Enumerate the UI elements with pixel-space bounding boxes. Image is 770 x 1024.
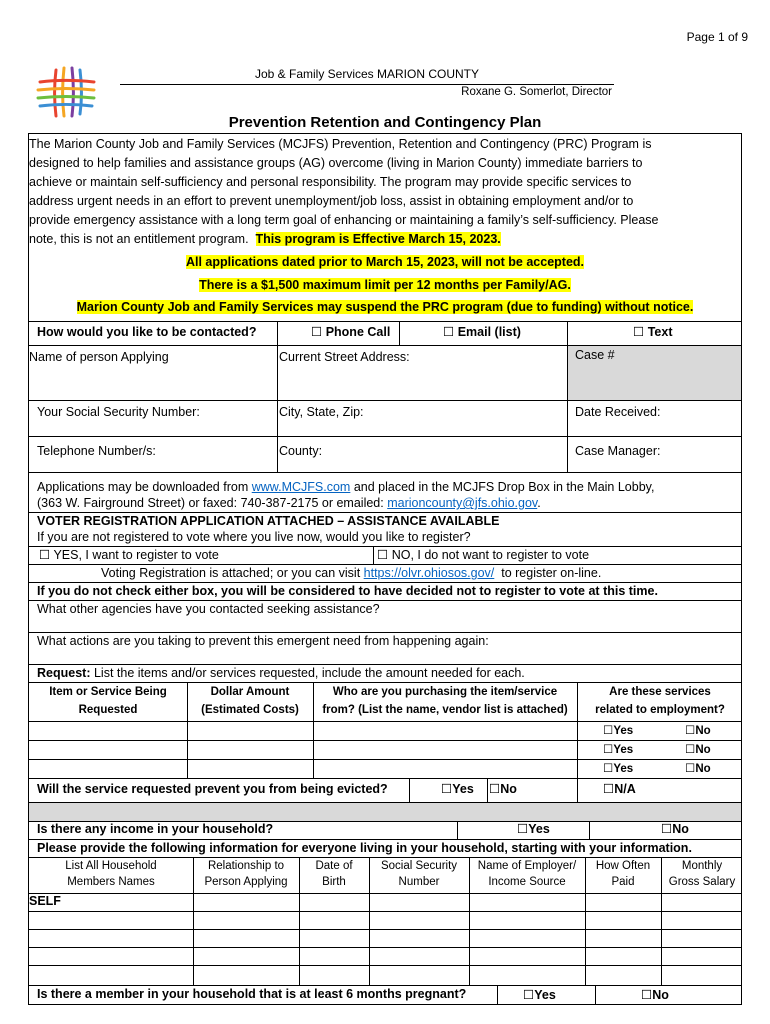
income-question: Is there any income in your household? bbox=[37, 822, 274, 836]
voter-registration-link[interactable]: https://olvr.ohiosos.gov/ bbox=[363, 566, 495, 580]
pregnancy-yes-option[interactable]: ☐ Yes bbox=[523, 988, 556, 1003]
contact-question: How would you like to be contacted? bbox=[37, 325, 257, 339]
household-self-row: SELF bbox=[29, 894, 61, 908]
pregnancy-question: Is there a member in your household that is at least 6 months pregnant? bbox=[37, 987, 467, 1001]
application-form bbox=[28, 133, 742, 1005]
intro-last-line: note, this is not an entitlement program. bbox=[29, 232, 249, 246]
employment-yes-row3[interactable]: ☐ Yes bbox=[603, 762, 633, 777]
eviction-question: Will the service requested prevent you from being evicted? bbox=[37, 782, 388, 796]
text-checkbox[interactable] bbox=[633, 325, 644, 339]
employment-na-option[interactable]: ☐ N/A bbox=[603, 782, 636, 797]
household-col-ssn: Social Security Number bbox=[380, 860, 458, 888]
household-instruction: Please provide the following information for everyone living in your household, starting with your information. bbox=[37, 841, 692, 855]
director-name: Roxane G. Somerlot, Director bbox=[461, 86, 612, 98]
notice-applications: All applications dated prior to March 15, 2023, will not be accepted. bbox=[185, 255, 585, 269]
employment-yes-row2[interactable]: ☐ Yes bbox=[603, 743, 633, 758]
date-received-label: Date Received: bbox=[575, 405, 661, 419]
intro-line-1: The Marion County Job and Family Services (MCJFS) Prevention, Retention and Contingency (PRC) Program is bbox=[29, 137, 652, 151]
ssn-field-label: Your Social Security Number: bbox=[37, 405, 200, 419]
household-col-employer: Name of Employer/ Income Source bbox=[477, 860, 577, 888]
voter-no-checkbox[interactable] bbox=[377, 548, 388, 562]
employment-no-row1[interactable]: ☐ No bbox=[685, 724, 711, 739]
voter-attached-line: Voting Registration is attached; or you can visit https://olvr.ohiosos.gov/ to register on-line. bbox=[101, 566, 602, 580]
agency-name: Job & Family Services MARION COUNTY bbox=[254, 67, 480, 81]
contact-email-option[interactable]: ☐ Email (list) bbox=[443, 325, 521, 340]
eviction-no-option[interactable]: ☐ No bbox=[489, 782, 517, 797]
household-col-salary: Monthly Gross Salary bbox=[668, 860, 736, 888]
voter-warning: If you do not check either box, you will be considered to have decided not to register to vote at this time. bbox=[37, 584, 658, 598]
col-employment-header: Are these services related to employment? bbox=[595, 686, 725, 716]
name-field-label: Name of person Applying bbox=[29, 350, 169, 364]
voter-heading: VOTER REGISTRATION APPLICATION ATTACHED – ASSISTANCE AVAILABLE bbox=[37, 514, 500, 528]
col-item-header: Item or Service Being Requested bbox=[49, 686, 167, 716]
household-col-relationship: Relationship to Person Applying bbox=[204, 860, 288, 888]
case-number-label: Case # bbox=[575, 348, 615, 362]
employment-no-row3[interactable]: ☐ No bbox=[685, 762, 711, 777]
intro-line-4: address urgent needs in an effort to prevent unemployment/job loss, assist in obtaining employment and/or to bbox=[29, 194, 634, 208]
col-amount-header: Dollar Amount (Estimated Costs) bbox=[201, 686, 299, 716]
request-instructions: Request: List the items and/or services requested, include the amount needed for each. bbox=[37, 666, 525, 680]
page-title: Prevention Retention and Contingency Plan bbox=[228, 114, 542, 131]
download-line-2: (363 W. Fairground Street) or faxed: 740-387-2175 or emailed: marioncounty@jfs.ohio.gov. bbox=[37, 496, 541, 510]
voter-no-option[interactable]: ☐ NO, I do not want to register to vote bbox=[377, 548, 589, 563]
household-col-frequency: How Often Paid bbox=[595, 860, 651, 888]
contact-phone-option[interactable]: ☐ Phone Call bbox=[311, 325, 390, 340]
income-yes-option[interactable]: ☐ Yes bbox=[517, 822, 550, 837]
notice-suspend: Marion County Job and Family Services may suspend the PRC program (due to funding) without notice. bbox=[76, 300, 694, 314]
mcjfs-website-link[interactable]: www.MCJFS.com bbox=[251, 480, 351, 494]
actions-question: What actions are you taking to prevent this emergent need from happening again: bbox=[37, 634, 489, 648]
household-col-dob: Date of Birth bbox=[315, 860, 353, 888]
income-no-option[interactable]: ☐ No bbox=[661, 822, 689, 837]
address-field-label: Current Street Address: bbox=[279, 350, 410, 364]
intro-line-5: provide emergency assistance with a long term goal of enhancing or maintaining a family’s self-sufficiency. Please bbox=[29, 213, 659, 227]
shaded-separator bbox=[29, 803, 741, 821]
employment-yes-row1[interactable]: ☐ Yes bbox=[603, 724, 633, 739]
voter-question: If you are not registered to vote where you live now, would you like to register? bbox=[37, 530, 471, 544]
contact-text-option[interactable]: ☐ Text bbox=[633, 325, 672, 340]
employment-no-row2[interactable]: ☐ No bbox=[685, 743, 711, 758]
county-email-link[interactable]: marioncounty@jfs.ohio.gov bbox=[387, 496, 538, 510]
download-line-1: Applications may be downloaded from www.MCJFS.com and placed in the MCJFS Drop Box in the Main Lobby, bbox=[37, 480, 655, 494]
agency-logo bbox=[36, 66, 96, 118]
header-rule bbox=[120, 84, 614, 85]
eviction-yes-option[interactable]: ☐ Yes bbox=[441, 782, 474, 797]
page-number: Page 1 of 9 bbox=[686, 30, 748, 44]
intro-line-2: designed to help families and assistance groups (AG) overcome (living in Marion County) immediate barriers to bbox=[29, 156, 643, 170]
county-field-label: County: bbox=[279, 444, 323, 458]
email-checkbox[interactable] bbox=[443, 325, 454, 339]
agencies-question: What other agencies have you contacted seeking assistance? bbox=[37, 602, 380, 616]
telephone-field-label: Telephone Number/s: bbox=[37, 444, 156, 458]
voter-yes-checkbox[interactable] bbox=[39, 548, 50, 562]
effective-date-notice: This program is Effective March 15, 2023. bbox=[255, 232, 501, 246]
pregnancy-no-option[interactable]: ☐ No bbox=[641, 988, 669, 1003]
intro-line-6 bbox=[29, 232, 501, 247]
intro-line-3: achieve or maintain self-sufficiency and personal responsibility. The program may provide specific services to bbox=[29, 175, 632, 189]
household-col-names: List All Household Members Names bbox=[65, 860, 157, 888]
case-manager-label: Case Manager: bbox=[575, 444, 661, 458]
city-field-label: City, State, Zip: bbox=[279, 405, 364, 419]
notice-limit: There is a $1,500 maximum limit per 12 months per Family/AG. bbox=[199, 278, 571, 292]
phone-checkbox[interactable] bbox=[311, 325, 322, 339]
voter-yes-option[interactable]: ☐ YES, I want to register to vote bbox=[39, 548, 219, 563]
col-vendor-header: Who are you purchasing the item/service from? (List the name, vendor list is attached) bbox=[322, 686, 568, 716]
